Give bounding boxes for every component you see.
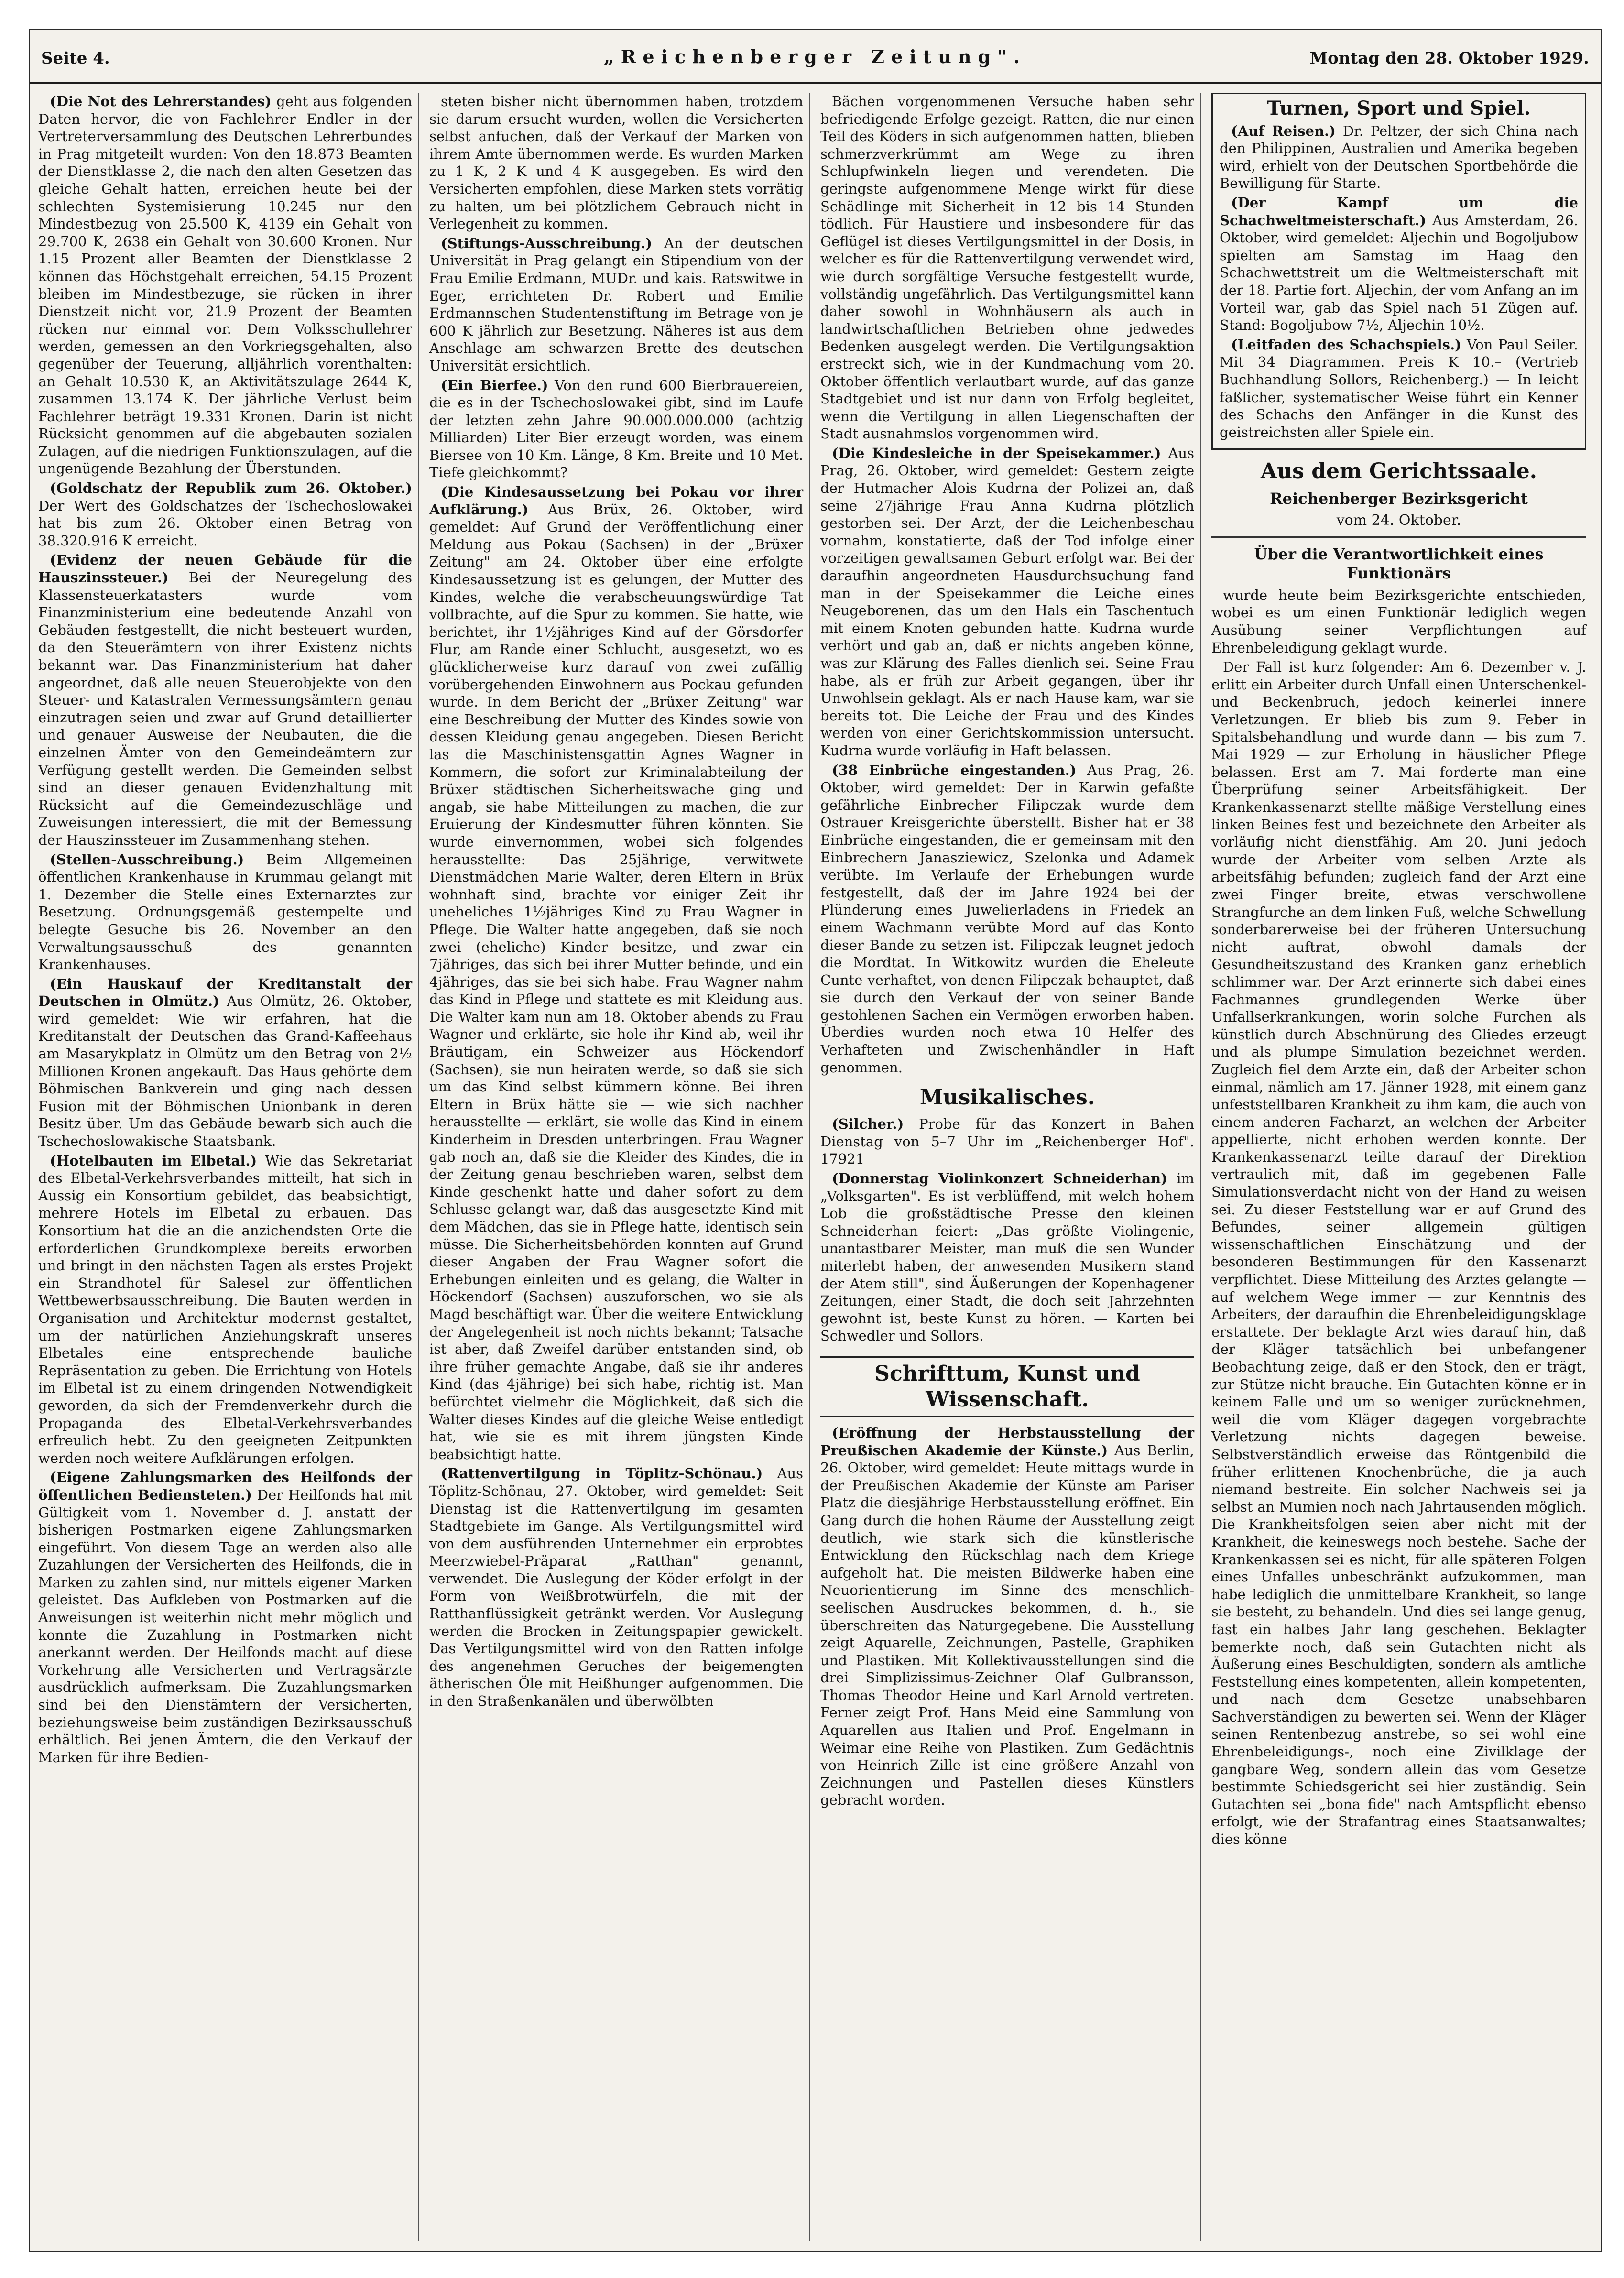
article-heading: (Die Not des Lehrerstandes) [50,93,272,109]
article-paragraph [429,93,803,233]
court-case-title: Über die Verantwortlichkeit eines Funktionärs [1254,545,1544,582]
article-text: Aus Olmütz, 26. Oktober, wird gemeldet: Wie wir erfahren, hat die Kreditanstalt der Deutschen das Grand-Kaffeehaus am Masarykplatz in Olmütz um den Betrag von 2½ Millionen Kronen angekauft. Das Haus gehörte dem Böhmischen Bankverein und ging nach dessen Fusion mit der Böhmischen Unionbank in deren Besitz über. Um das Gebäude bewarb sich auch die Tschechoslowakische Staatsbank. [38,993,412,1150]
article-paragraph [429,235,803,375]
article-paragraph [429,1465,803,1710]
article-paragraph [1211,587,1586,656]
column-3 [820,93,1201,2241]
article-text: Bächen vorgenommenen Versuche haben sehr befriedigende Erfolge gezeigt. Ratten, die nur einen Teil des Köders in sich aufgenommen hatten, blieben schmerzverkrümmt am Wege zu ihren Schlupfwinkeln liegen und verendeten. Die geringste aufgenommene Menge wirkt für diese Schädlinge mit Sicherheit in 12 bis 14 Stunden tödlich. Für Haustiere und insbesondere für das Geflügel ist dieses Vertilgungsmittel in der Dosis, in welcher es für die Rattenvertilgung verwendet wird, wie durch sorgfältige Versuche festgestellt wurde, vollständig ungefährlich. Das Vertilgungsmittel kann daher sowohl in Wohnhäusern als auch in landwirtschaftlichen Betrieben ohne jedwedes Bedenken ausgelegt werden. Die Vertilgungsaktion erstreckt sich, wie in der Kundmachung vom 20. Oktober öffentlich verlautbart wurde, auf das ganze Stadtgebiet und ist nur dann von Erfolg begleitet, wenn die Vertilgung in allen Liegenschaften der Stadt ausnahmslos vorgenommen wird. [820,93,1194,442]
article-paragraph [38,93,412,478]
section-heading-music: Musikalisches. [919,1085,1095,1110]
article-heading: (Stiftungs-Ausschreibung.) [441,235,653,251]
article-text: Probe für das Konzert in Bahen Dienstag von 5–7 Uhr im „Reichenberger Hof". 17921 [820,1116,1194,1167]
article-text: Aus Töplitz-Schönau, 27. Oktober, wird gemeldet: Seit Dienstag ist die Rattenvertilgung im gesamten Stadtgebiete im Gange. Als Vertilgungsmittel wird von dem ausführenden Unternehmer ein erprobtes Meerzwiebel-Präparat „Ratthan" genannt, verwendet. Die Auslegung der Köder erfolgt in der Form von Weißbrotwürfeln, die mit der Ratthanflüssigkeit getränkt werden. Vor Auslegung werden die Brocken in Zeitungspapier gewickelt. Das Vertilgungsmittel wird von den Ratten infolge des angenehmen Geruches der beigemengten ätherischen Öle mit Heißhunger aufgenommen. Die in den Straßenkanälen und überwölbten [429,1465,804,1710]
article-paragraph [1211,658,1586,1848]
article-text: Beim Allgemeinen öffentlichen Krankenhause in Krummau gelangt mit 1. Dezember die Stelle eines Externarztes zur Besetzung. Ordnungsgemäß gestempelte und belegte Gesuche bis 26. November an den Verwaltungsausschuß des genannten Krankenhauses. [38,851,412,973]
article-text: Aus Prag, 26. Oktober, wird gemeldet: Der in Karwin gefaßte gefährliche Einbrecher Filipczak wurde dem Ostrauer Kreisgerichte überstellt. Bisher hat er 38 Einbrüche eingestanden, die er gemeinsam mit den Einbrechern Janasziewicz, Szelonka und Adamek verübte. Im Verlaufe der Erhebungen wurde festgestellt, daß der im Jahre 1924 bei der Plünderung eines Juwelierladens in Friedek an einem Wachmann verübte Mord auf das Konto dieser Bande zu setzen ist. Filipczak leugnet jedoch die Mordtat. In Witkowitz wurden die Eheleute Cunte verhaftet, von denen Filipczak behauptet, daß sie durch den Verkauf der von seiner Bande gestohlenen Sachen ein Vermögen erworben haben. Überdies wurden noch etwa 10 Helfer des Verhafteten und Zwischenhändler in Haft genommen. [820,762,1194,1076]
article-text: Aus Berlin, 26. Oktober, wird gemeldet: Heute mittags wurde in der Preußischen Akademie der Künste am Pariser Platz die diesjährige Herbstausstellung eröffnet. Ein Gang durch die hohen Räume der Ausstellung zeigt deutlich, wie stark sich die künstlerische Entwicklung den Rückschlag nach dem Kriege aufgeholt hat. Die meisten Bildwerke haben eine Neuorientierung im Sinne des menschlich-seelischen Ausdruckes bekommen, d. h., sie überschreiten das Naturgegebene. Die Ausstellung zeigt Aquarelle, Zeichnungen, Pastelle, Graphiken und Plastiken. Mit Kollektivausstellungen sind die drei Simplizissimus-Zeichner Olaf Gulbransson, Thomas Theodor Heine und Karl Arnold vertreten. Ferner zeigt Prof. Hans Meid eine Sammlung von Aquarellen aus Italien und Prof. Engelmann in Weimar eine Reihe von Plastiken. Zum Gedächtnis von Heinrich Zille ist eine größere Anzahl von Zeichnungen und Pastellen dieses Künstlers gebracht worden. [820,1442,1194,1809]
article-paragraph [38,480,412,549]
article-text: wurde heute beim Bezirksgerichte entschieden, wobei es um einen Funktionär lediglich wegen Ausübung seiner Verpflichtungen auf Ehrenbeleidigung geklagt wurde. [1211,587,1586,656]
article-paragraph [820,762,1194,1077]
article-heading: (Ein Hauskauf der Kreditanstalt der Deutschen in Olmütz.) [38,975,412,1010]
newspaper-title: „Reichenberger Zeitung". [603,46,1027,67]
article-text: Aus Brüx, 26. Oktober, wird gemeldet: Auf Grund der Veröffentlichung einer Meldung aus Pokau (Sachsen) in der „Brüxer Zeitung" am 24. Oktober über eine erfolgte Kindesaussetzung ist es gelungen, der Mutter des Kindes, welche die verabscheuungswürdige Tat vollbrachte, auf die Spur zu kommen. Sie hatte, wie berichtet, ihr 1½jähriges Kind auf der Görsdorfer Flur, am Rande einer Schlucht, ausgesetzt, wo es glücklicherweise kurz darauf von zwei zufällig vorübergehenden Einwohnern aus Pockau gefunden wurde. In dem Bericht der „Brüxer Zeitung" war eine Beschreibung der Mutter des Kindes sowie von dessen Kleidung genau angegeben. Diesen Bericht las die Maschinistensgattin Agnes Wagner in Kommern, die sofort zur Kriminalabteilung der Brüxer städtischen Sicherheitswache ging und angab, sie habe Mitteilungen zu machen, die zur Eruierung der Kindesmutter führen könnten. Sie wurde einvernommen, wobei sich folgendes herausstellte: Das 25jährige, verwitwete Dienstmädchen Marie Walter, deren Eltern in Brüx wohnhaft sind, brachte vor einiger Zeit ihr uneheliches 1½jähriges Kind zu Frau Wagner in Pflege. Die Walter hatte angegeben, daß sie noch zwei (eheliche) Kinder besitze, und zwar ein 7jähriges, das sich bei ihrer Mutter befinde, und ein 4jähriges, das sie bei sich habe. Frau Wagner nahm das Kind in Pflege und stattete es mit Kleidung aus. Die Walter kam nun am 18. Oktober abends zu Frau Wagner und erklärte, sie hole ihr Kind ab, weil ihr Bräutigam, ein Schweizer aus Höckendorf (Sachsen), sie nun heiraten werde, so daß sie sich um das Kind selbst kümmern könne. Bei ihren Eltern in Brüx hätte sie — wie sich nachher herausstellte — erklärt, sie wolle das Kind in einem Kinderheim in Dresden unterbringen. Frau Wagner gab noch an, daß sie die Kleider des Kindes, die in der Zeitung genau beschrieben waren, selbst dem Kinde geschenkt hatte und daher sofort zu dem Schlusse gelangt war, daß das ausgesetzte Kind mit dem Mädchen, das sie in Pflege hatte, identisch sein müsse. Die Sicherheitsbehörden konnten auf Grund dieser Angaben der Frau Wagner sofort die Erhebungen einleiten und es gelang, die Walter in Höckendorf (Sachsen) auszuforschen, wo sie als Magd beschäftigt war. Über die weitere Entwicklung der Angelegenheit ist noch nichts bekannt; Tatsache ist aber, daß Zweifel darüber entstanden sind, ob ihre früher gemachte Angabe, daß sie ihr anderes Kind (das 4jährige) bei sich habe, richtig ist. Man befürchtet vielmehr die Möglichkeit, daß sich die Walter dieses Kindes auf die gleiche Weise entledigt hat, wie sie es mit ihrem jüngsten Kinde beabsichtigt hatte. [429,501,804,1462]
page-number: Seite 4. [41,49,110,68]
article-text: Der Heilfonds hat mit Gültigkeit vom 1. November d. J. anstatt der bisherigen Postmarken eigene Zahlungsmarken eingeführt. Von diesem Tage an werden also alle Zuzahlungen der Versicherten des Heilfonds, die in Marken zu zahlen sind, nur mittels eigener Marken geleistet. Das Aufkleben von Postmarken auf die Anweisungen ist weiterhin nicht mehr möglich und konnte die Zuzahlung in Postmarken nicht anerkannt werden. Der Heilfonds macht auf diese Vorkehrung alle Versicherten und Vertragsärzte ausdrücklich aufmerksam. Die Zuzahlungsmarken sind bei den Dienstämtern der Versicherten, beziehungsweise beim zuständigen Bezirksausschuß erhältlich. Bei jenen Ämtern, die den Verkauf der Marken für ihre Bedien- [38,1486,412,1766]
article-text: Dr. Peltzer, der sich China nach den Philippinen, Australien und Amerika begeben wird, erhielt von der Deutschen Sportbehörde die Bewilligung für Starte. [1220,122,1578,192]
article-text: Von den rund 600 Bierbrauereien, die es in der Tschechoslowakei gibt, sind im Laufe der letzten zehn Jahre 90.000.000.000 (achtzig Milliarden) Liter Bier erzeugt worden, was einem Biersee von 10 Km. Länge, 8 Km. Breite und 10 Met. Tiefe gleichkommt? [429,377,803,481]
article-text: Der Wert des Goldschatzes der Tschechoslowakei hat bis zum 26. Oktober einen Betrag von 38.320.916 K erreicht. [38,497,412,549]
sport-articles [1220,122,1578,441]
article-paragraph [820,1115,1194,1168]
article-paragraph [38,851,412,973]
article-paragraph [38,975,412,1150]
article-paragraph [429,483,803,1463]
article-heading: (Auf Reisen.) [1231,122,1336,139]
court-date: vom 24. Oktober. [1336,512,1461,529]
article-paragraph [429,377,803,482]
article-text: Aus Amsterdam, 26. Oktober, wird gemeldet: Aljechin und Bogoljubow spielten am Samstag im Haag den Schachwettstreit um die Weltmeisterschaft mit der 18. Partie fort. Aljechin, der vom Anfang an im Vorteil war, gab das Spiel nach 51 Zügen auf. Stand: Bogoljubow 7½, Aljechin 10½. [1220,212,1579,334]
article-text: im „Volksgarten". Es ist verblüffend, mit welch hohem Lob die großstädtische Presse den kleinen Schneiderhan feiert: „Das größte Violingenie, unantastbarer Meister, man muß die sen Wunder miterlebt haben, der anwesenden Musikern stand der Atem still", sind Äußerungen der Kopenhagener Zeitungen, einer Stadt, die doch seit Jahrzehnten gewohnt ist, beste Kunst zu hören. — Karten bei Schwedler und Sollors. [820,1170,1195,1344]
article-text: Bei der Neuregelung des Klassensteuerkatasters wurde vom Finanzministerium eine bedeutende Anzahl von Gebäuden festgestellt, die nicht besteuert wurden, da den Steuerämtern von ihrer Existenz nichts bekannt war. Das Finanzministerium hat daher angeordnet, daß alle neuen Steuerobjekte von den Steuer- und Katastralen Vermessungsämtern genau einzutragen seien und zwar auf Grund detaillierter und genauer Ausweise der Neubauten, die die einzelnen Ämter von den Gemeindeämtern zur Verfügung gestellt werden. Die Gemeinden selbst sind an dieser genauen Evidenzhaltung mit Rücksicht auf die Gemeindezuschläge und Zuweisungen interessiert, die mit der Bemessung der Hauszinssteuer im Zusammenhang stehen. [38,569,412,848]
article-text: Von Paul Seiler. Mit 34 Diagrammen. Preis K 10.– (Vertrieb Buchhandlung Sollors, Reichenberg.) — In leicht faßlicher, systematischer Weise führt ein Kenner des Schachs den Anfänger in die Kunst des geistreichsten aller Spiele ein. [1220,336,1578,440]
article-paragraph [38,551,412,849]
article-paragraph [1220,194,1578,334]
column-4 [1211,93,1592,2241]
article-heading: (Silcher.) [832,1116,904,1133]
article-paragraph [1220,336,1578,441]
section-heading-literature: Schrifttum, Kunst und Wissenschaft. [820,1356,1194,1417]
article-heading: (Stellen-Ausschreibung.) [50,851,244,868]
literature-articles [820,1424,1194,1809]
newspaper-page [29,29,1602,2252]
article-heading: (Rattenvertilgung in Töplitz-Schönau.) [441,1465,763,1482]
article-text: Wie das Sekretariat des Elbetal-Verkehrsverbandes mitteilt, hat sich in Aussig ein Konsortium gebildet, das beabsichtigt, mehrere Hotels im Elbetal zu erbauen. Das Konsortium hat die an die anzichendsten Orte die erforderlichen Grundkomplexe bereits erworben und bringt in den nächsten Tagen als erstes Projekt ein Strandhotel für Salesel zur öffentlichen Wettbewerbsausschreibung. Die Bauten werden in Organisation und Architektur modernst gestaltet, um der natürlichen Anziehungskraft unseres Elbetales eine entsprechende bauliche Repräsentation zu geben. Die Errichtung von Hotels im Elbetal ist zu einem dringenden Notwendigkeit geworden, da sich der Fremdenverkehr durch die Propaganda des Elbetal-Verkehrsverbandes erfreulich hebt. Zu den geeigneten Zeitpunkten werden noch weitere Aufklärungen erfolgen. [38,1152,412,1466]
article-paragraph [820,1170,1194,1345]
court-articles [1211,587,1586,1848]
article-text: An der deutschen Universität in Prag gelangt ein Stipendium von der Frau Emilie Erdmann, MUDr. und kais. Ratswitwe in Eger, errichteten Dr. Robert und Emilie Erdmannschen Studentenstiftung im Betrage von je 600 K jährlich zur Besetzung. Näheres ist aus dem Anschlage am schwarzen Brette des deutschen Universität ersichtlich. [429,235,804,374]
court-subheading: Reichenberger Bezirksgericht [1270,490,1528,508]
article-heading: (Eröffnung der Herbstausstellung der Preußischen Akademie der Künste.) [820,1424,1194,1459]
columns [38,93,1592,2241]
article-heading: (38 Einbrüche eingestanden.) [832,762,1077,778]
article-heading: (Evidenz der neuen Gebäude für die Hauszinssteuer.) [38,552,412,586]
article-heading: (Hotelbauten im Elbetal.) [50,1152,257,1169]
article-paragraph [38,1152,412,1467]
music-articles [820,1115,1194,1345]
section-heading-court: Aus dem Gerichtssaale. [1260,459,1537,484]
article-heading: (Leitfaden des Schachspiels.) [1231,336,1461,353]
article-paragraph [1220,122,1578,192]
sport-box [1211,93,1586,450]
article-heading: (Die Kindesaussetzung bei Pokau vor ihrer Aufklärung.) [429,484,803,518]
article-heading: (Der Kampf um die Schachweltmeisterschaft.) [1220,194,1578,229]
column-3-news [820,93,1194,1076]
article-paragraph [820,1424,1194,1809]
article-heading: (Die Kindesleiche in der Speisekammer.) [832,445,1161,461]
sport-box-title: Turnen, Sport und Spiel. [1267,97,1531,120]
article-paragraph [820,445,1194,760]
column-1 [38,93,419,2241]
article-heading: (Eigene Zahlungsmarken des Heilfonds der öffentlichen Bediensteten.) [38,1469,412,1503]
article-text: steten bisher nicht übernommen haben, trotzdem sie darum ersucht wurden, wollen die Versicherten selbst anfuchen, daß der Verkauf der Marken von ihrem Amte übernommen werde. Es wurden Marken zu 1 K, 2 K und 4 K ausgegeben. Es wird den Versicherten empfohlen, diese Marken stets vorrätig zu halten, um bei plötzlichem Gebrauch nicht in Verlegenheit zu kommen. [429,93,803,232]
article-heading: (Donnerstag Violinkonzert Schneiderhan) [832,1170,1167,1187]
column-2 [429,93,810,2241]
divider [1211,536,1586,538]
article-paragraph [38,1469,412,1766]
article-text: Aus Prag, 26. Oktober, wird gemeldet: Gestern zeigte der Hutmacher Alois Kudrna der Polizei an, daß seine 27jährige Frau Anna Kudrna plötzlich gestorben sei. Der Arzt, der die Leichenbeschau vornahm, konstatierte, daß der Tod infolge einer vorzeitigen gewaltsamen Geburt erfolgt war. Bei der daraufhin angeordneten Hausdurchsuchung fand man in der Speisekammer die Leiche eines Neugeborenen, das um den Hals ein Taschentuch mit einem Knoten gebunden hatte. Kudrna wurde verhört und gab an, daß er nichts angeben könne, was zur Klärung des Falles dienlich sei. Seine Frau habe, als er früh zur Arbeit gegangen, über ihr Unwohlsein geklagt. Als er nach Hause kam, war sie bereits tot. Die Leiche der Frau und des Kindes werden von einer Gerichtskommission untersucht. Kudrna wurde vorläufig in Haft belassen. [820,445,1194,759]
article-text: Der Fall ist kurz folgender: Am 6. Dezember v. J. erlitt ein Arbeiter durch Unfall einen Unterschenkel- und Beckenbruch, jedoch keinerlei innere Verletzungen. Er blieb bis zum 9. Feber in Spitalsbehandlung und wurde dann — bis zum 7. Mai 1929 — zur Erholung in häuslicher Pflege belassen. Erst am 7. Mai forderte man eine Überprüfung seiner Arbeitsfähigkeit. Der Krankenkassenarzt stellte mäßige Verstellung eines linken Beines fest und bezeichnete den Arbeiter als vorläufig nicht dienstfähig. Am 20. Juni jedoch wurde der Arbeiter vom selben Arzte als arbeitsfähig befunden; zugleich fand der Arzt eine zwei Finger breite, etwas verschwollene Strangfurche an dem linken Fuß, welche Schwellung sonderbarerweise bei der früheren Untersuchung nicht auftrat, obwohl damals der Gesundheitszustand des Kranken ganz erheblich schlimmer war. Der Arzt erinnerte sich dabei eines Fachmannes grundlegenden Werke über Unfallserkrankungen, worin solche Furchen als künstlich durch Abschnürung des Gliedes erzeugt und als plumpe Simulation bezeichnet werden. Zugleich fiel dem Arzte ein, daß der Arbeiter schon einmal, nämlich am 17. Jänner 1928, mit einem ganz unfeststellbaren Krankheit zu ihm kam, die auch von einem anderen Facharzt, an welchen der Arbeiter appellierte, nicht erhoben werden konnte. Der Krankenkassenarzt teilte darauf der Direktion vertraulich mit, daß im gegebenen Falle Simulationsverdacht nicht von der Hand zu weisen sei. Zu dieser Feststellung war er auf Grund des Befundes, seiner allgemein gültigen wissenschaftlichen Einschätzung und der besonderen Bestimmungen für den Kassenarzt verpflichtet. Diese Mitteilung des Arztes gelangte — auf welchem Wege immer — zur Kenntnis des Arbeiters, der daraufhin die Ehrenbeleidigungsklage erstattete. Der beklagte Arzt wies darauf hin, daß der Kläger tatsächlich bei unbefangener Beobachtung zeige, daß er den Stock, den er trägt, zur Stütze nicht brauche. Ein Gutachten könne er in keinem Falle und um so weniger zurücknehmen, weil die vom Kläger dagegen vorgebrachte Verletzung nichts dagegen beweise. Selbstverständlich erweise das Röntgenbild die früher erlittenen Knochenbrüche, die ja auch niemand bestreite. Ein solcher Nachweis sei ja selbst an Mumien noch nach Jahrtausenden möglich. Die Krankheitsfolgen seien aber nicht mit der Krankheit, die keineswegs noch bestehe. Sache der Krankenkassen sei es nicht, für alle späteren Folgen eines Unfalles unbeschränkt aufzukommen, man habe lediglich die unmittelbare Krankheit, so lange sie besteht, zu behandeln. Und dies sei lange genug, fast ein halbes Jahr lang geschehen. Beklagter bemerkte noch, daß sein Gutachten nicht als Äußerung eines Beschuldigten, sondern als amtliche Feststellung eines kompetenten, allein kompetenten, und nach dem Gesetze unabsehbaren Sachverständigen zu bewerten sei. Wenn der Kläger seinen Rentenbezug anstrebe, so sei wohl eine Ehrenbeleidigungs-, noch eine Zivilklage der gangbare Weg, sondern allein das vom Gesetze bestimmte Schiedsgericht sei hier zuständig. Sein Gutachten sei „bona fide" nach Amtspflicht ebenso erfolgt, wie der Strafantrag eines Staatsanwaltes; dies könne [1211,659,1586,1848]
issue-date: Montag den 28. Oktober 1929. [1309,49,1589,68]
article-paragraph [820,93,1194,443]
article-heading: (Ein Bierfee.) [441,377,548,393]
masthead [30,30,1601,84]
article-text: geht aus folgenden Daten hervor, die von Fachlehrer Endler in der Vertreterversammlung des Deutschen Lehrerbundes in Prag mitgeteilt wurden: Von den 18.873 Beamten der Dienstklasse 2, die nach den alten Gesetzen das gleiche Gehalt hatten, erreichen heute bei der schlechten Systemisierung 10.245 nur den Mindestbezug von 25.500 K, 4139 ein Gehalt von 29.700 K, 2638 ein Gehalt von 30.600 Kronen. Nur 1.15 Prozent aller Beamten der Dienstklasse 2 können das Höchstgehalt erreichen, 54.15 Prozent bleiben im Mindestbezuge, sie rücken in ihrer Dienstzeit nicht vor, 21.9 Prozent der Beamten rücken nur einmal vor. Dem Volksschullehrer werden, gemessen an den Vorkriegsgehalten, also gegenüber der Teuerung, alljährlich vorenthalten: an Gehalt 10.530 K, an Aktivitätszulage 2644 K, zusammen 13.174 K. Der jährliche Verlust beim Fachlehrer beträgt 19.331 Kronen. Darin ist nicht Rücksicht genommen auf die abgebauten sozialen Zulagen, auf die niedrigen Funktionszulagen, auf die ungenügende Bezahlung der Überstunden. [38,93,413,477]
article-heading: (Goldschatz der Republik zum 26. Oktober.) [50,480,412,497]
